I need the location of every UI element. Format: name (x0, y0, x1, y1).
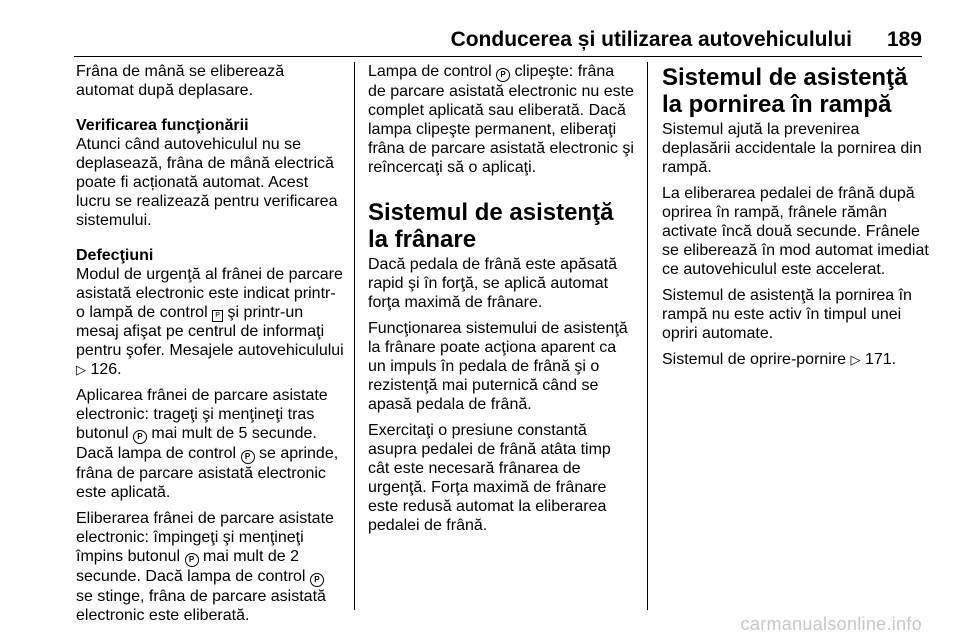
paragraph-lamp-flashing: Lampa de control P clipeşte: frâna de parcare asistată electronic nu este complet aplicată sau eliberată. Dacă lampa clipeşte permanent, eliberaţi frâna de parcare asistată electronic şi reîncercaţi să o aplicaţi. (368, 63, 634, 176)
paragraph-brake-assist-2: Funcţionarea sistemului de asistenţă la frânare poate acţiona aparent ca un impuls în pedala de frână şi o rezistenţă mai puternică când se apasă pedala de frână. (368, 320, 628, 413)
page-title: Conducerea și utilizarea autovehiculului (450, 28, 852, 51)
paragraph-function-check: Atunci când autovehiculul nu se deplasează, frâna de mână electrică poate fi acționată automat. Acest lucru se realizează pentru verificarea sistemului. (76, 136, 338, 229)
paragraph-faults: Modul de urgenţă al frânei de parcare asistată electronic este indicat printr-o lampă de control P şi printr-un mesaj afişat pe centrul de informaţi pentru şofer. Mesajele autovehiculului ▷ 126. (76, 266, 344, 378)
column-divider-2 (647, 62, 648, 610)
fault-lamp-icon: P (212, 310, 223, 322)
paragraph-hill-2: La eliberarea pedalei de frână după oprirea în rampă, frânele rămân activate încă două secunde. Frânele se eliberează în mod automat imediat ce autovehiculul este accelerat. (662, 185, 929, 278)
parking-brake-icon: P (310, 573, 324, 587)
parking-brake-icon: P (241, 450, 255, 464)
paragraph-hill-4: Sistemul de oprire-pornire ▷ 171. (662, 351, 897, 368)
column-2 (368, 62, 636, 542)
header-divider (74, 56, 922, 57)
paragraph-auto-release: Frâna de mână se eliberează automat după deplasare. (76, 63, 285, 99)
heading-brake-assist: Sistemul de asistenţă la frânare (368, 199, 614, 253)
parking-brake-icon: P (133, 430, 147, 444)
reference-arrow-icon: ▷ (850, 352, 861, 367)
reference-link-171[interactable]: 171. (864, 351, 897, 368)
paragraph-hill-1: Sistemul ajută la prevenirea deplasării accidentale la pornirea din rampă. (662, 121, 922, 176)
heading-hill-start-assist: Sistemul de asistenţă la pornirea în rampă (662, 64, 908, 118)
watermark: carmanualsonline.info (740, 614, 922, 634)
page-header (0, 0, 960, 60)
column-3 (662, 62, 930, 376)
paragraph-release-brake: Eliberarea frânei de parcare asistate electronic: împingeţi şi menţineţi împins butonul P mai mult de 2 secunde. Dacă lampa de control P se stinge, frâna de parcare asistată electronic este eliberată. (76, 510, 334, 624)
reference-arrow-icon: ▷ (76, 362, 86, 377)
parking-brake-icon: P (185, 553, 199, 567)
subheading-faults: Defecţiuni (76, 247, 154, 264)
subheading-function-check: Verificarea funcţionării (76, 117, 249, 134)
paragraph-brake-assist-3: Exercitaţi o presiune constantă asupra pedalei de frână atâta timp cât este necesară frânarea de urgenţă. Forţa maximă de frânare este redusă automat la eliberarea pedalei de frână. (368, 422, 611, 534)
parking-brake-icon: P (496, 68, 510, 82)
paragraph-hill-3: Sistemul de asistenţă la pornirea în rampă nu este activ în timpul unei opriri automate. (662, 287, 912, 342)
column-1 (76, 62, 344, 632)
reference-link-126[interactable]: 126. (90, 361, 122, 378)
paragraph-apply-brake: Aplicarea frânei de parcare asistate electronic: trageţi şi menţineţi tras butonul P mai mult de 5 secunde. Dacă lampa de control P se aprinde, frâna de parcare asistată electronic este aplicată. (76, 387, 339, 501)
column-divider-1 (354, 62, 355, 610)
paragraph-brake-assist-1: Dacă pedala de frână este apăsată rapid şi în forţă, se aplică automat forţa maximă de frânare. (368, 256, 618, 311)
page-number: 189 (886, 28, 922, 51)
